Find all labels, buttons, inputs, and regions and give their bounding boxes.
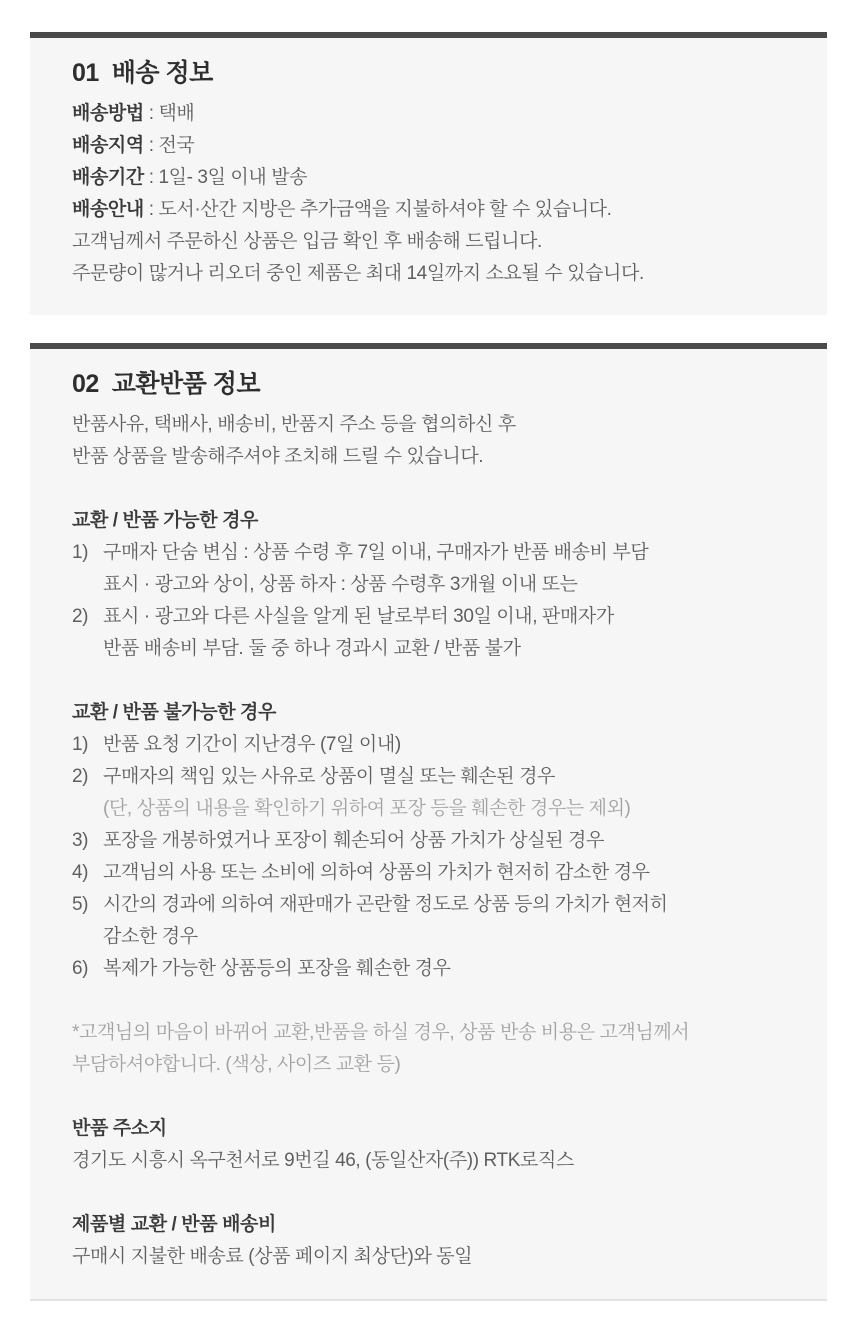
line-text: 교환 / 반품 불가능한 경우 [72, 702, 276, 723]
line-text: 감소한 경우 [103, 926, 198, 947]
field-label: 배송안내 [72, 199, 144, 220]
line-text: 경기도 시흥시 옥구천서로 9번길 46, (동일산자(주)) RTK로직스 [72, 1150, 574, 1171]
text-line [72, 889, 797, 921]
sub-heading [72, 697, 797, 729]
shipping-info-section [30, 38, 827, 315]
text-line [72, 953, 797, 985]
line-text: 부담하셔야합니다. (색상, 사이즈 교환 등) [72, 1054, 401, 1075]
line-text: 반품사유, 택배사, 배송비, 반품지 주소 등을 협의하신 후 [72, 414, 516, 435]
line-text: 고객님께서 주문하신 상품은 입금 확인 후 배송해 드립니다. [72, 231, 542, 252]
line-text: *고객님의 마음이 바뀌어 교환,반품을 하실 경우, 상품 반송 비용은 고객님께서 [72, 1022, 690, 1043]
line-text: 주문량이 많거나 리오더 중인 제품은 최대 14일까지 소요될 수 있습니다. [72, 263, 644, 284]
line-text: 반품 주소지 [72, 1118, 167, 1139]
line-text: 구매자의 책임 있는 사유로 상품이 멸실 또는 훼손된 경우 [103, 766, 555, 787]
text-line [72, 857, 797, 889]
list-number: 3) [72, 830, 89, 851]
text-line [72, 1049, 797, 1081]
shipping-section-heading: 01 배송 정보 [72, 59, 213, 87]
text-line [72, 258, 797, 290]
text-line [72, 793, 797, 825]
text-line [72, 1145, 797, 1177]
line-text: 표시 · 광고와 다른 사실을 알게 된 날로부터 30일 이내, 판매자가 [103, 606, 614, 627]
text-line [72, 130, 797, 162]
text-line [72, 1241, 797, 1273]
line-text: 구매시 지불한 배송료 (상품 페이지 최상단)와 동일 [72, 1246, 473, 1267]
text-line [72, 1017, 797, 1049]
list-number: 4) [72, 862, 89, 883]
line-text: 반품 상품을 발송해주셔야 조치해 드릴 수 있습니다. [72, 446, 484, 467]
return-info-section [30, 349, 827, 1301]
field-label: 배송방법 [72, 103, 144, 124]
text-line [72, 162, 797, 194]
list-number: 5) [72, 894, 89, 915]
line-text: 표시 · 광고와 상이, 상품 하자 : 상품 수령후 3개월 이내 또는 [103, 574, 578, 595]
line-text: 제품별 교환 / 반품 배송비 [72, 1214, 276, 1235]
line-text: : 1일- 3일 이내 발송 [143, 167, 308, 188]
text-line [72, 729, 797, 761]
text-line [72, 226, 797, 258]
list-number: 1) [72, 542, 89, 563]
line-text: 복제가 가능한 상품등의 포장을 훼손한 경우 [103, 958, 451, 979]
text-line [72, 98, 797, 130]
shipping-info-lines [72, 98, 797, 290]
text-line [72, 569, 797, 601]
line-text: 구매자 단숨 변심 : 상품 수령 후 7일 이내, 구매자가 반품 배송비 부담 [103, 542, 649, 563]
field-label: 배송기간 [72, 167, 144, 188]
sub-heading [72, 1113, 797, 1145]
text-line [72, 441, 797, 473]
list-number: 2) [72, 606, 89, 627]
text-line [72, 194, 797, 226]
text-line [72, 601, 797, 633]
line-text: 고객님의 사용 또는 소비에 의하여 상품의 가치가 현저히 감소한 경우 [103, 862, 650, 883]
line-text: 포장을 개봉하였거나 포장이 훼손되어 상품 가치가 상실된 경우 [103, 830, 604, 851]
return-info-lines [72, 409, 797, 1273]
text-line [72, 409, 797, 441]
text-line [72, 633, 797, 665]
text-line [72, 537, 797, 569]
line-text: (단, 상품의 내용을 확인하기 위하여 포장 등을 훼손한 경우는 제외) [103, 798, 631, 819]
line-text: : 전국 [143, 135, 195, 156]
line-text: : 택배 [143, 103, 195, 124]
text-line [72, 761, 797, 793]
line-text: 교환 / 반품 가능한 경우 [72, 510, 258, 531]
text-line [72, 921, 797, 953]
line-text: 시간의 경과에 의하여 재판매가 곤란할 정도로 상품 등의 가치가 현저히 [103, 894, 668, 915]
list-number: 6) [72, 958, 89, 979]
sub-heading [72, 1209, 797, 1241]
list-number: 2) [72, 766, 89, 787]
field-label: 배송지역 [72, 135, 144, 156]
return-section-heading: 02 교환반품 정보 [72, 370, 261, 398]
sub-heading [72, 505, 797, 537]
text-line [72, 825, 797, 857]
line-text: 반품 요청 기간이 지난경우 (7일 이내) [103, 734, 401, 755]
line-text: : 도서·산간 지방은 추가금액을 지불하셔야 할 수 있습니다. [143, 199, 612, 220]
list-number: 1) [72, 734, 89, 755]
line-text: 반품 배송비 부담. 둘 중 하나 경과시 교환 / 반품 불가 [103, 638, 521, 659]
